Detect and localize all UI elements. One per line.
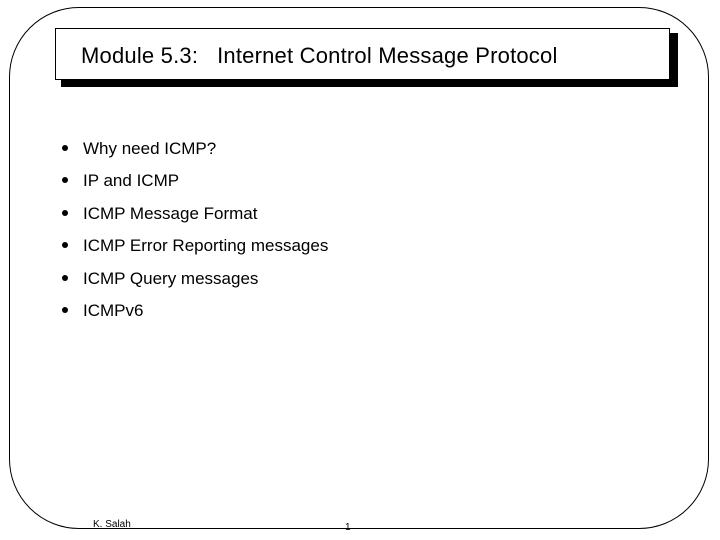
bullet-dot-icon: [62, 145, 68, 151]
bullet-text: IP and ICMP: [83, 171, 180, 191]
bullet-text: ICMP Error Reporting messages: [83, 236, 329, 256]
slide-title: Module 5.3: Internet Control Message Protocol: [81, 43, 558, 68]
bullet-dot-icon: [62, 307, 68, 313]
bullet-text: Why need ICMP?: [83, 139, 217, 158]
bullet-text: ICMP Message Format: [83, 203, 258, 223]
bullet-text: ICMPv6: [83, 300, 144, 320]
title-box: [55, 28, 670, 80]
bullet-dot-icon: [62, 275, 68, 281]
bullet-dot-icon: [62, 210, 68, 216]
bullet-text: ICMP Query messages: [83, 268, 259, 288]
page-number: 1: [345, 522, 351, 533]
footer-author: K. Salah: [93, 519, 131, 530]
